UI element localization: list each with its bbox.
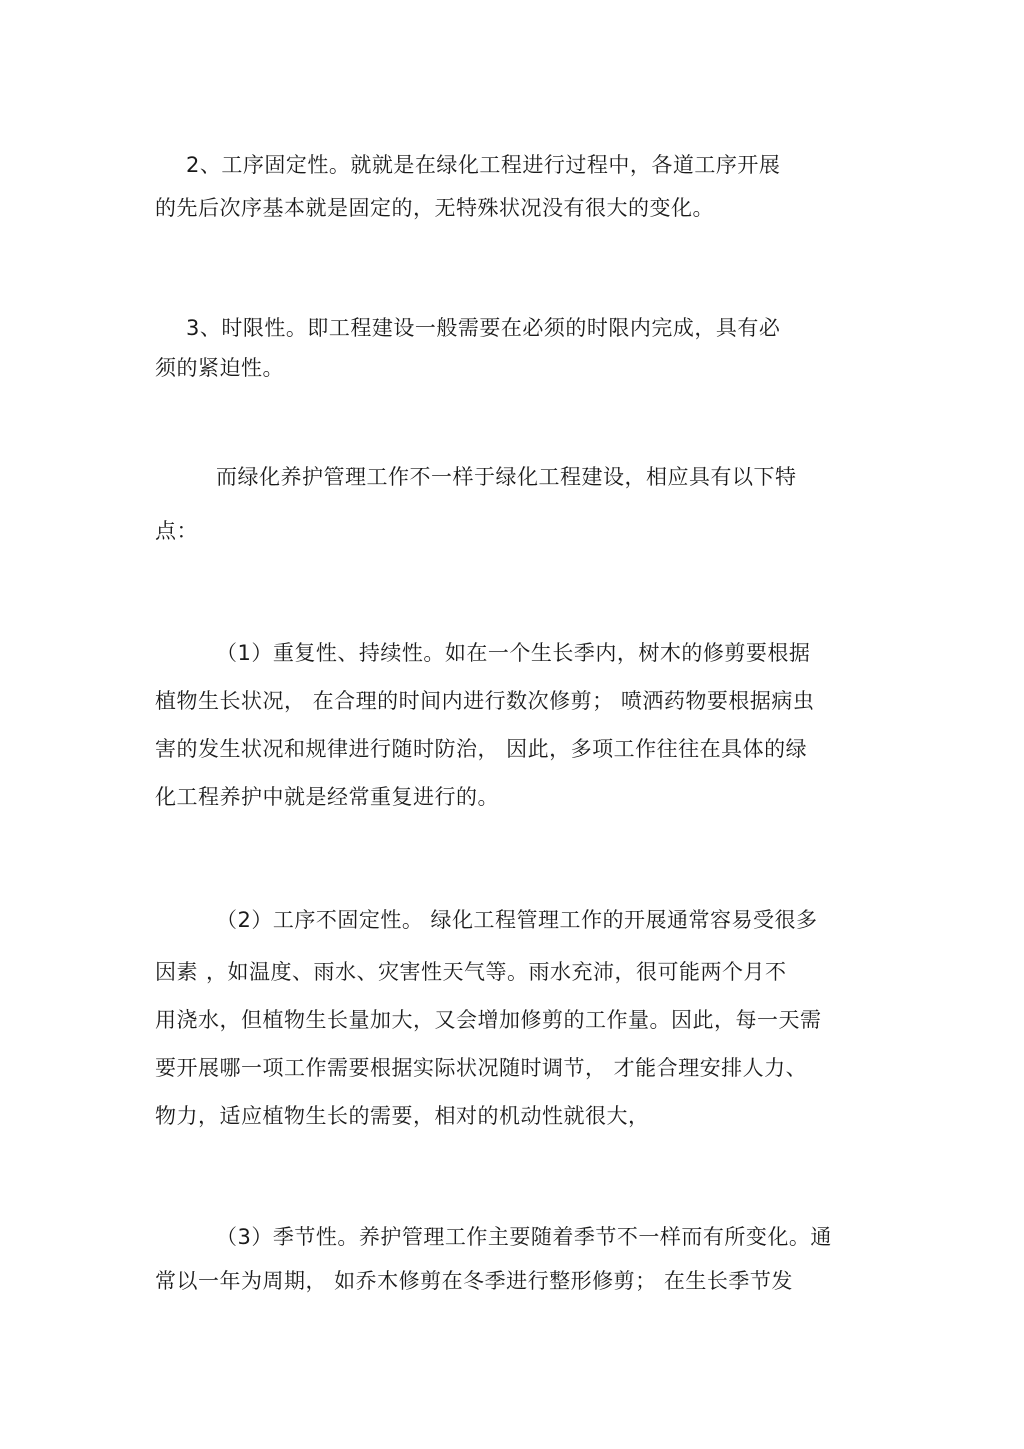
item-2-line-5: 物力，适应植物生长的需要，相对的机动性就很大， xyxy=(155,1104,650,1128)
paragraph-3-line-2: 须的紧迫性。 xyxy=(155,356,284,380)
item-1-line-3: 害的发生状况和规律进行随时防治， 因此，多项工作往往在具体的绿 xyxy=(155,737,808,761)
intro-line-1: 而绿化养护管理工作不一样于绿化工程建设，相应具有以下特 xyxy=(216,465,797,489)
item-1-line-2: 植物生长状况， 在合理的时间内进行数次修剪； 喷洒药物要根据病虫 xyxy=(155,689,815,713)
item-number: 2 xyxy=(186,153,200,177)
item-2-line-4: 要开展哪一项工作需要根据实际状况随时调节， 才能合理安排人力、 xyxy=(155,1056,808,1080)
item-3-line-1: （3）季节性。养护管理工作主要随着季节不一样而有所变化。通 xyxy=(216,1225,832,1249)
intro-line-2: 点： xyxy=(155,519,198,543)
paragraph-2-line-2: 的先后次序基本就是固定的，无特殊状况没有很大的变化。 xyxy=(155,196,714,220)
paragraph-3-line-1: 3、时限性。即工程建设一般需要在必须的时限内完成，具有必 xyxy=(186,316,781,340)
item-1-line-4: 化工程养护中就是经常重复进行的。 xyxy=(155,785,499,809)
item-2-line-2: 因素 ，如温度、雨水、灾害性天气等。雨水充沛，很可能两个月不 xyxy=(155,960,787,984)
item-3-line-2: 常以一年为周期， 如乔木修剪在冬季进行整形修剪； 在生长季节发 xyxy=(155,1269,793,1293)
item-2-line-3: 用浇水，但植物生长量加大，又会增加修剪的工作量。因此，每一天需 xyxy=(155,1008,822,1032)
item-1-line-1: （1）重复性、持续性。如在一个生长季内，树木的修剪要根据 xyxy=(216,641,811,665)
paragraph-2-line-1: 2、工序固定性。就就是在绿化工程进行过程中，各道工序开展 xyxy=(186,153,781,177)
item-2-line-1: （2）工序不固定性。 绿化工程管理工作的开展通常容易受很多 xyxy=(216,908,818,932)
item-number: 3 xyxy=(186,316,200,340)
